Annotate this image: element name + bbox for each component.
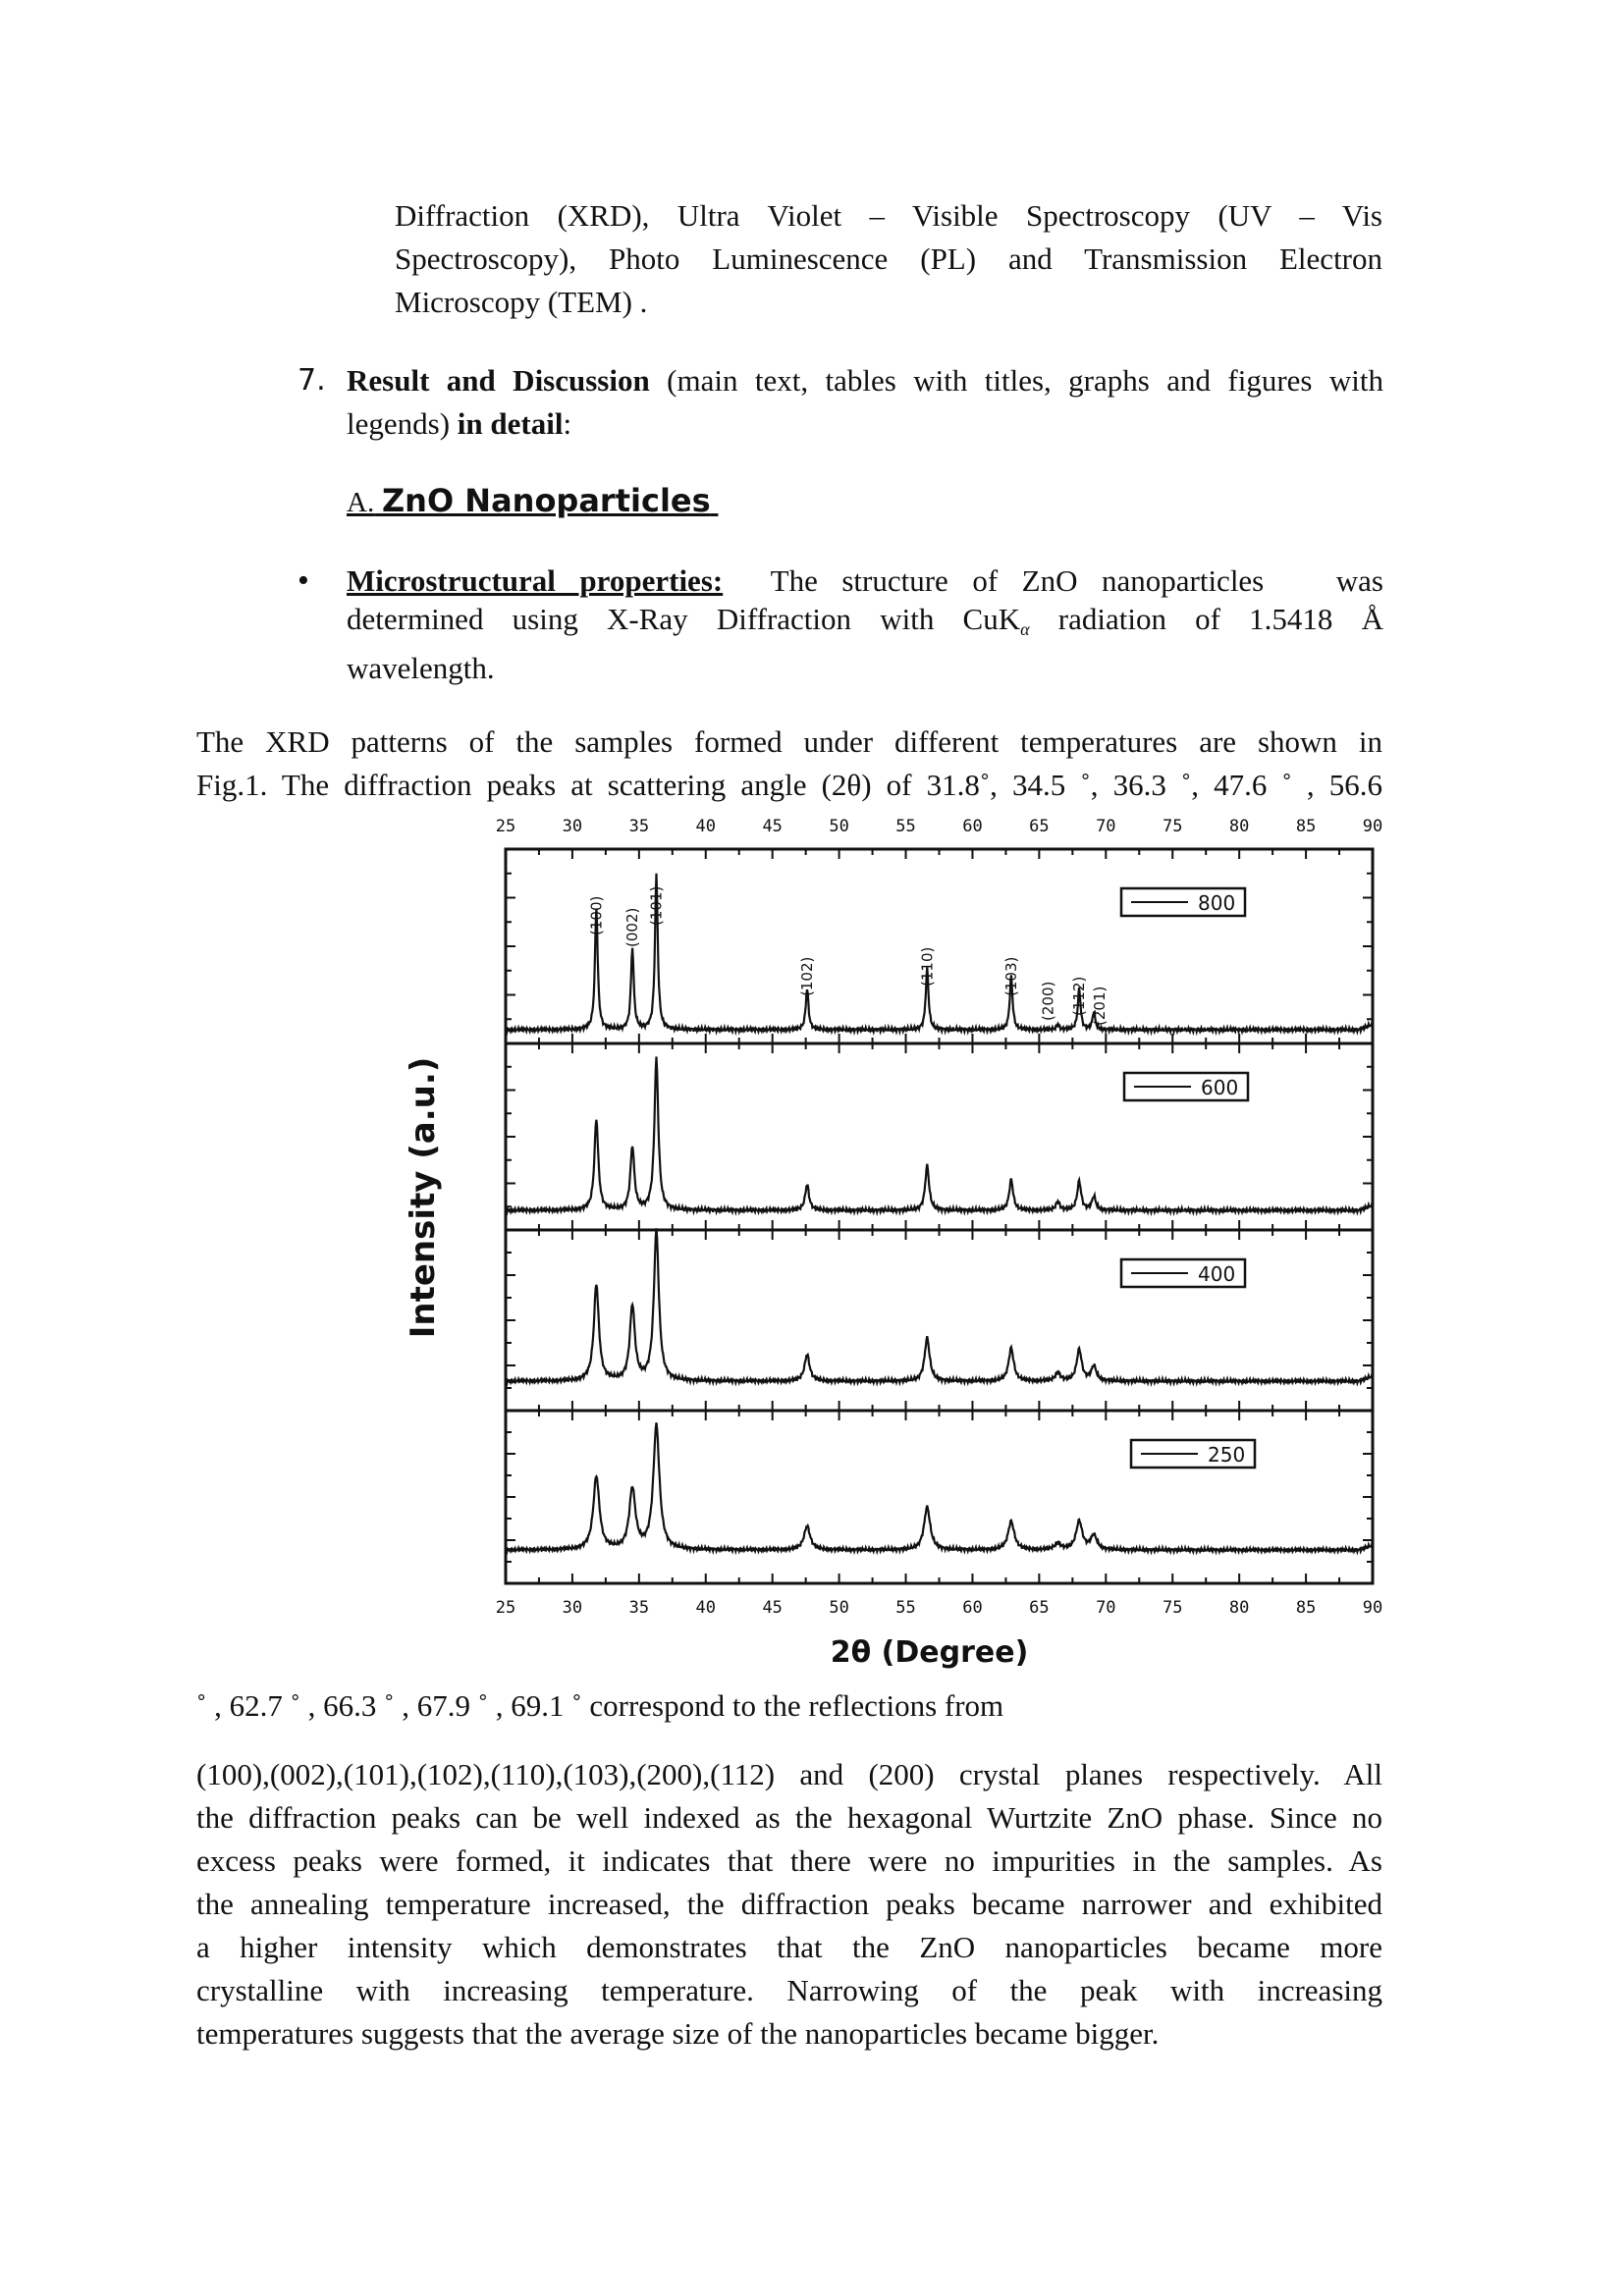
xrd-chart: [393, 810, 1434, 1693]
body-line: ˚ , 62.7 ˚ , 66.3 ˚ , 67.9 ˚ , 69.1 ˚ correspond to the reflections from: [196, 1688, 1004, 1723]
x-tick-label-bottom: 55: [895, 1598, 916, 1618]
body-line: crystalline with increasing temperature. Narrowing of the peak with increasing: [196, 1973, 1382, 2007]
x-tick-label-bottom: 25: [495, 1598, 516, 1618]
x-tick-label-bottom: 35: [628, 1598, 650, 1618]
panel-frame: [506, 1411, 1373, 1583]
x-tick-label-top: 40: [695, 817, 717, 836]
bullet-text: The structure of ZnO nanoparticles was: [723, 563, 1383, 598]
x-tick-label-bottom: 50: [829, 1598, 849, 1618]
subsection-title: ZnO Nanoparticles: [381, 482, 711, 519]
x-tick-label-bottom: 75: [1162, 1598, 1183, 1618]
x-tick-label-top: 50: [829, 817, 849, 836]
peak-label: (002): [623, 907, 642, 947]
peak-label: (110): [918, 946, 937, 987]
x-tick-label-bottom: 90: [1362, 1598, 1383, 1618]
bullet-icon: •: [298, 562, 309, 599]
body-line: the annealing temperature increased, the diffraction peaks became narrower and exhibited: [196, 1887, 1382, 1921]
peak-label: (100): [587, 895, 606, 935]
body-line: the diffraction peaks can be well indexed as the hexagonal Wurtzite ZnO phase. Since no: [196, 1800, 1382, 1835]
panel-frame: [506, 1043, 1373, 1230]
x-tick-label-bottom: 40: [695, 1598, 717, 1618]
x-tick-label-top: 30: [562, 817, 583, 836]
section-title-note: (main text, tables with titles, graphs and figures with: [649, 363, 1383, 398]
x-tick-label-top: 25: [495, 817, 516, 836]
peak-label: (200): [1039, 981, 1057, 1021]
peak-label: (112): [1070, 976, 1089, 1016]
section-title-emphasis: in detail: [457, 406, 564, 441]
section-title-line2: [347, 402, 1383, 446]
body-line: a higher intensity which demonstrates that the ZnO nanoparticles became more: [196, 1930, 1382, 1964]
bullet-line1: [347, 561, 1383, 600]
bullet-text: determined using X-Ray Diffraction with CuK: [347, 602, 1021, 636]
x-axis-label: 2θ (Degree): [830, 1635, 1029, 1670]
body-line: (100),(002),(101),(102),(110),(103),(200),(112) and (200) crystal planes respectively. All: [196, 1757, 1382, 1791]
section-title-line1: [347, 359, 1383, 402]
peak-label: (103): [1001, 956, 1020, 996]
body-line: Fig.1. The diffraction peaks at scattering angle (2θ) of 31.8˚, 34.5 ˚, 36.3 ˚, 47.6 ˚ , 56.6: [196, 768, 1382, 802]
body-line: excess peaks were formed, it indicates that there were no impurities in the samples. As: [196, 1843, 1382, 1878]
subsection-letter: A.: [347, 487, 375, 518]
section-title: Result and Discussion: [347, 363, 650, 398]
legend-label: 800: [1198, 891, 1236, 915]
peak-label: (201): [1091, 986, 1109, 1026]
x-tick-label-bottom: 80: [1228, 1598, 1250, 1618]
xrd-pattern-400: [506, 1228, 1373, 1383]
x-tick-label-top: 60: [962, 817, 983, 836]
x-tick-label-top: 80: [1228, 817, 1250, 836]
legend-label: 400: [1198, 1262, 1236, 1286]
x-tick-label-top: 35: [628, 817, 650, 836]
intro-paragraph: [395, 194, 1382, 324]
bullet-line2: [347, 600, 1383, 649]
section-number: 7.: [298, 363, 326, 398]
body-paragraph-after-figure: [196, 1753, 1382, 2056]
peak-label: (102): [798, 956, 817, 996]
x-tick-label-top: 70: [1096, 817, 1116, 836]
bullet-line3: wavelength.: [347, 651, 495, 685]
legend-label: 250: [1208, 1443, 1246, 1467]
body-line: temperatures suggests that the average size of the nanoparticles became bigger.: [196, 2016, 1160, 2051]
y-axis-label: Intensity (a.u.): [404, 1056, 443, 1339]
bullet-text: radiation of 1.5418 Å: [1029, 602, 1384, 636]
section-title-note: legends): [347, 406, 458, 441]
x-tick-label-top: 85: [1295, 817, 1317, 836]
intro-line: Microscopy (TEM) .: [395, 285, 648, 319]
x-tick-label-top: 45: [762, 817, 783, 836]
intro-line: Diffraction (XRD), Ultra Violet – Visible Spectroscopy (UV – Vis: [395, 198, 1382, 233]
alpha-subscript: α: [1020, 619, 1030, 639]
x-tick-label-top: 55: [895, 817, 916, 836]
body-paragraph-after-figure-first: [196, 1684, 1382, 1728]
body-paragraph-before-figure: [196, 721, 1382, 807]
x-tick-label-bottom: 60: [962, 1598, 983, 1618]
xrd-figure: [393, 810, 1434, 1693]
x-tick-label-top: 75: [1162, 817, 1183, 836]
x-tick-label-top: 90: [1362, 817, 1383, 836]
x-tick-label-bottom: 70: [1096, 1598, 1116, 1618]
peak-label: (101): [647, 885, 666, 926]
intro-line: Spectroscopy), Photo Luminescence (PL) and Transmission Electron: [395, 241, 1382, 276]
x-tick-label-bottom: 30: [562, 1598, 583, 1618]
x-tick-label-bottom: 45: [762, 1598, 783, 1618]
section-title-colon: :: [563, 406, 572, 441]
legend-label: 600: [1201, 1076, 1239, 1099]
x-tick-label-bottom: 65: [1029, 1598, 1050, 1618]
bullet-label: Microstructural properties:: [347, 563, 724, 598]
x-tick-label-top: 65: [1029, 817, 1050, 836]
subsection-heading: [347, 479, 936, 524]
body-line: The XRD patterns of the samples formed under different temperatures are shown in: [196, 724, 1382, 759]
x-tick-label-bottom: 85: [1295, 1598, 1317, 1618]
